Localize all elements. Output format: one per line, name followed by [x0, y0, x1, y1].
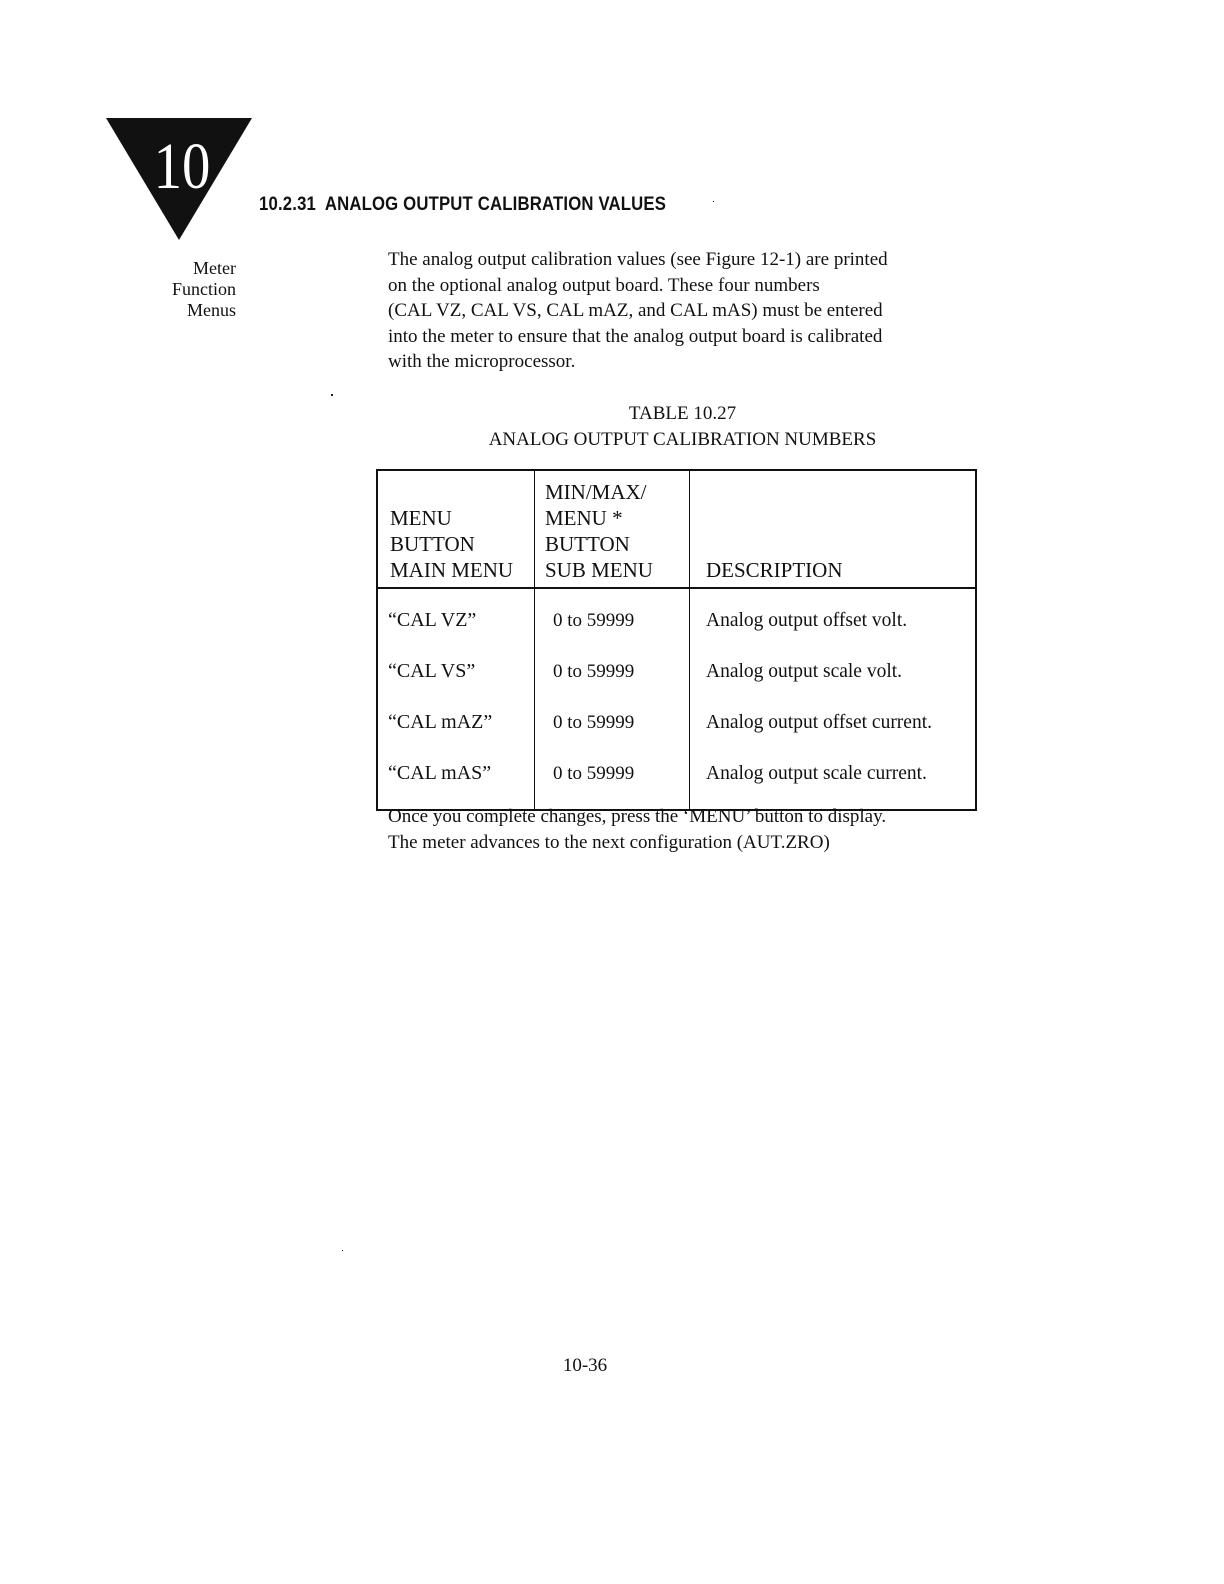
intro-paragraph	[388, 247, 973, 375]
table-row	[377, 588, 976, 646]
cell-description: Analog output scale current.	[706, 762, 927, 784]
header-line: MENU	[390, 506, 452, 530]
section-title: ANALOG OUTPUT CALIBRATION VALUES	[324, 194, 667, 215]
cell-main-menu: “CAL mAZ”	[377, 697, 535, 748]
header-line: BUTTON	[545, 532, 630, 556]
scan-speck	[331, 394, 333, 396]
intro-line: on the optional analog output board. These four numbers	[388, 274, 820, 296]
side-label-line: Function	[171, 279, 236, 299]
section-number: 10.2.31	[259, 194, 317, 215]
cell-main-menu: “CAL VZ”	[377, 588, 535, 646]
cell-description: Analog output offset volt.	[706, 609, 908, 631]
header-line: MIN/MAX/	[545, 480, 647, 504]
header-line: BUTTON	[390, 532, 475, 556]
cell-sub-menu: 0 to 59999	[535, 697, 690, 748]
cell-sub-menu: 0 to 59999	[535, 646, 690, 697]
cell-sub-menu: 0 to 59999	[535, 588, 690, 646]
table-header-row	[377, 470, 976, 588]
header-main-menu	[377, 470, 535, 588]
cell-description: Analog output scale volt.	[706, 660, 903, 682]
header-line: MAIN MENU	[390, 558, 514, 582]
scan-speck	[342, 1250, 343, 1251]
cell-sub-menu: 0 to 59999	[535, 748, 690, 810]
table-row	[377, 697, 976, 748]
header-line: MENU *	[545, 506, 623, 530]
chapter-badge	[106, 118, 252, 240]
chapter-side-label	[130, 258, 236, 321]
intro-line: with the microprocessor.	[388, 351, 576, 372]
side-label-line: Menus	[187, 300, 236, 320]
closing-line: Once you complete changes, press the ‘MENU’ button to display.	[388, 806, 887, 827]
side-label-line: Meter	[193, 258, 236, 278]
table-row	[377, 748, 976, 810]
table-number: TABLE 10.27	[628, 403, 737, 424]
cell-main-menu: “CAL mAS”	[377, 748, 535, 810]
cell-description: Analog output offset current.	[706, 711, 933, 733]
calibration-table	[376, 469, 977, 811]
closing-paragraph	[388, 804, 988, 856]
cell-main-menu: “CAL VS”	[377, 646, 535, 697]
intro-line: The analog output calibration values (see Figure 12-1) are printed	[388, 249, 888, 270]
chapter-number: 10	[153, 130, 211, 204]
table-caption	[430, 401, 935, 453]
header-sub-menu	[535, 470, 690, 588]
header-line: SUB MENU	[545, 558, 653, 582]
page-number: 10-36	[562, 1355, 608, 1376]
intro-line: into the meter to ensure that the analog output board is calibrated	[388, 325, 883, 347]
table-title: ANALOG OUTPUT CALIBRATION NUMBERS	[488, 429, 877, 450]
section-heading	[259, 194, 666, 216]
table-row	[377, 646, 976, 697]
header-description	[690, 470, 977, 588]
scan-speck	[713, 201, 714, 202]
header-line: DESCRIPTION	[706, 558, 843, 582]
intro-line: (CAL VZ, CAL VS, CAL mAZ, and CAL mAS) must be entered	[388, 300, 883, 321]
closing-line: The meter advances to the next configuration (AUT.ZRO)	[388, 832, 830, 853]
